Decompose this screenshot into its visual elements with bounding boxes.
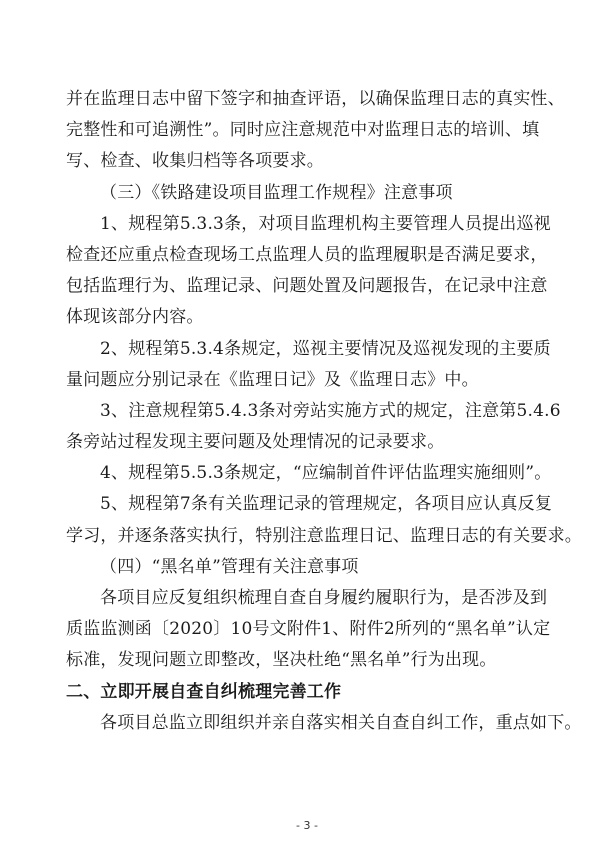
page-number: - 3 - xyxy=(296,819,318,832)
paragraph-line: 完整性和可追溯性”。同时应注意规范中对监理日志的培训、填 xyxy=(66,120,540,141)
paragraph-line: 5、规程第7条有关监理记录的管理规定，各项目应认真反复 xyxy=(100,494,553,515)
paragraph-line: 2、规程第5.3.4条规定，巡视主要情况及巡视发现的主要质 xyxy=(100,338,551,359)
paragraph-line: 4、规程第5.5.3条规定，“应编制首件评估监理实施细则”。 xyxy=(100,463,552,484)
paragraph-line: 检查还应重点检查现场工点监理人员的监理履职是否满足要求， xyxy=(66,244,548,265)
paragraph-line: 量问题应分别记录在《监理日记》及《监理日志》中。 xyxy=(66,369,479,390)
chapter-heading-2: 二、立即开展自查自纠梳理完善工作 xyxy=(66,681,342,702)
section-heading-3: （三）《铁路建设项目监理工作规程》注意事项 xyxy=(100,182,453,203)
section-heading-4: （四）“黑名单”管理有关注意事项 xyxy=(100,556,359,577)
paragraph-line: 包括监理行为、监理记录、问题处置及问题报告，在记录中注意 xyxy=(66,276,548,297)
paragraph-line: 各项目总监立即组织并亲自落实相关自查自纠工作，重点如下。 xyxy=(100,712,582,733)
paragraph-line: 学习，并逐条落实执行，特别注意监理日记、监理日志的有关要求。 xyxy=(66,525,582,546)
paragraph-line: 体现该部分内容。 xyxy=(66,307,204,328)
paragraph-line: 各项目应反复组织梳理自查自身履约履职行为，是否涉及到 xyxy=(100,588,548,608)
paragraph-line: 标准，发现问题立即整改，坚决杜绝“黑名单”行为出现。 xyxy=(66,650,497,671)
paragraph-line: 并在监理日志中留下签字和抽查评语，以确保监理日志的真实性、 xyxy=(66,89,565,109)
paragraph-line: 3、注意规程第5.4.3条对旁站实施方式的规定，注意第5.4.6 xyxy=(100,400,561,421)
paragraph-line: 质监监测函〔2020〕10号文附件1、附件2所列的“黑名单”认定 xyxy=(66,619,551,640)
paragraph-line: 条旁站过程发现主要问题及处理情况的记录要求。 xyxy=(66,432,445,453)
paragraph-line: 写、检查、收集归档等各项要求。 xyxy=(66,151,324,172)
document-body xyxy=(66,84,582,739)
paragraph-line: 1、规程第5.3.3条，对项目监理机构主要管理人员提出巡视 xyxy=(100,213,551,234)
